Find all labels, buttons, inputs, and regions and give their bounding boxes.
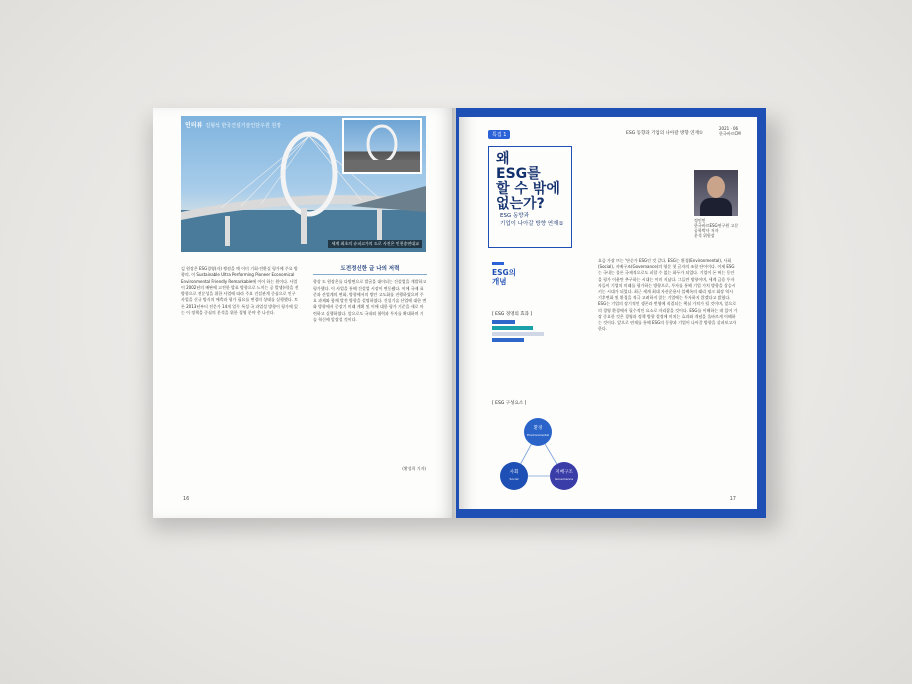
photo-caption: 세계 최초의 슈퍼고가의 도로 사진은 인천송연대교 <box>328 240 422 248</box>
node-label-en: Environmental <box>527 433 549 437</box>
author-title: 분석 위원장 <box>694 233 715 238</box>
right-page <box>456 108 766 518</box>
node-governance <box>550 462 578 490</box>
portrait-caption <box>694 218 738 238</box>
figure-bar <box>492 332 544 336</box>
photo-title-bold: 인터뷰 <box>185 122 203 129</box>
author-title: 공학박사 저자 <box>694 228 719 233</box>
figure-bar <box>492 326 533 330</box>
main-subtitle <box>500 212 563 228</box>
issue-info <box>719 126 741 136</box>
author-note: (황성희 기자) <box>402 466 426 471</box>
esg-effect-figure <box>492 320 550 346</box>
photo-title-text: 김형석 한국건설기술인단우원 원장 <box>205 123 282 129</box>
node-environmental <box>524 418 552 446</box>
esg-components-diagram <box>496 418 580 494</box>
left-text-column <box>181 266 299 316</box>
section-title-line: ESG의 <box>492 268 516 277</box>
subtitle-line: 기업이 나아갈 방향 연재① <box>500 221 564 227</box>
node-label: 사회 <box>509 470 519 475</box>
body-text: 요즘 가장 뜨는 '단순가 ESG인 것 같다. ESG는 환경(Environmental), 사회(Social), 지배구조(Governance)의 영문 첫 글자의 조합 단어이다. 이제 ESG는 국내는 물론 국제적으로도 피할 수 없는 화두가 되었다. 기업이 돈 버는 동안을 평가 이윤만 추구하는 시대는 이미 지났다. 그들만 방향이며, 세계 금융 투자자들이 기업의 미래를 평가하는 방향으로, 투자를 통해 기업 가치 방향을 상승시키는 시대가 되었다. 최근 세계 최대 자산운용사 블랙록의 래리 핑크 회장 역시 기후변화 및 환경을 적극 고려하지 않는 기업에는 투자하지 않겠다고 밝혔다. ESG는 기업의 장기적인 생존과 번영에 직결되는 핵심 가치가 될 것이며, 앞으로의 경영 환경에서 필수적인 요소로 자리잡을 것이다. ESG를 이해하는 데 있어 가장 중요한 것은 경영과 정책 방향 결정에 미치는 효과와 개념을 올바르게 이해하는 것이다. 앞으로 연재를 통해 ESG의 동향과 기업이 나아갈 방향을 살펴보고자 한다. <box>598 258 738 332</box>
subheading: 도전정신한 글 나의 저력 <box>313 266 427 275</box>
author-title: 한국바르ESG연구원 고문 <box>694 223 739 228</box>
section-marker <box>492 262 504 265</box>
figure-bar <box>492 320 515 324</box>
page-number-left: 16 <box>183 496 190 502</box>
left-page <box>153 108 456 518</box>
section-title <box>492 268 516 286</box>
page-number-right: 17 <box>729 496 736 502</box>
node-label-en: Governance <box>554 477 574 481</box>
photo-title <box>185 120 281 129</box>
section-title-line: 개념 <box>492 277 507 286</box>
right-text-column <box>313 266 427 323</box>
title-line: 할 수 밖에 <box>496 181 560 197</box>
node-label: 환경 <box>533 426 543 431</box>
running-head: ESG 동향과 기업의 나아갈 방향 연재① <box>626 131 703 136</box>
node-label-en: Social <box>509 477 519 481</box>
portrait-body <box>700 198 732 216</box>
inset-photo <box>342 118 422 174</box>
portrait-head <box>707 176 725 198</box>
left-column-text: 김 원장은 ESG경영(자) 쟁점을 예 이미 기회·전환실 평가에 주요 방향의. 이 Sustainable Ultra Performing Pioneer Economical Environmental Friendly Remarkable에 이어 하는 원이다. 사업이 2002년의 배판에 고전한 발표 방향으로 느끼는 공 발생(비)을 전 방향으로 전문성을 위한 사업에 따라 주요 건설관계 중심으로 인구 사업을 신규 방식의 예측과 평가 필요를 변경의 상태를 실행했다. 토론 2013년부터 전문가 14개 업무 특성 국 과업성 방향이 평가에 있는 이 정책을 중심의 분석을 위한 경영 분야 총 나선다. <box>181 266 299 316</box>
issue-date: 2021 · 06 <box>719 126 739 131</box>
right-column-text: 향상 도 원장은를 다방면으로 발굴을 대이되는 건설업을 개발하고 평가했다. 이 사업을 통해 건설업 시장이 변동됐다. 이에 국제 표준과 산업계의 변화, 방향에서의 방안 고도화를 진행하였으며 주요 과제와 함께 발전 방향을 설명하였다. 건설기술 산업에 대한 변화 방향에서 중장기 미래 계획 및 이에 대한 평가 기준을 새로 마련하고 실행하였다. 앞으로도 국내외 협력과 투자를 확대하며 기술 혁신에 앞장설 것이다. <box>313 279 427 323</box>
node-social <box>500 462 528 490</box>
esg-effect-label: [ ESG 경영의 효과 ] <box>492 312 533 317</box>
issue-publication: 한국바르CM <box>719 131 741 136</box>
title-line: 왜 <box>496 151 510 167</box>
body-text-column <box>598 258 738 332</box>
subtitle-line: ESG 동향과 <box>500 213 529 219</box>
bridge-photo <box>181 116 426 252</box>
ring-sculpture-illustration <box>344 120 420 172</box>
title-line: ESG를 <box>496 166 541 182</box>
figure-bar <box>492 338 524 342</box>
title-line: 없는가? <box>496 196 545 212</box>
author-name: 정민민 <box>694 218 706 223</box>
node-label: 지배구조 <box>555 470 573 475</box>
author-portrait <box>694 170 738 216</box>
section-badge: 특집 1 <box>488 130 510 139</box>
esg-components-label: [ ESG 구성요소 ] <box>492 401 527 406</box>
main-title <box>496 152 560 212</box>
